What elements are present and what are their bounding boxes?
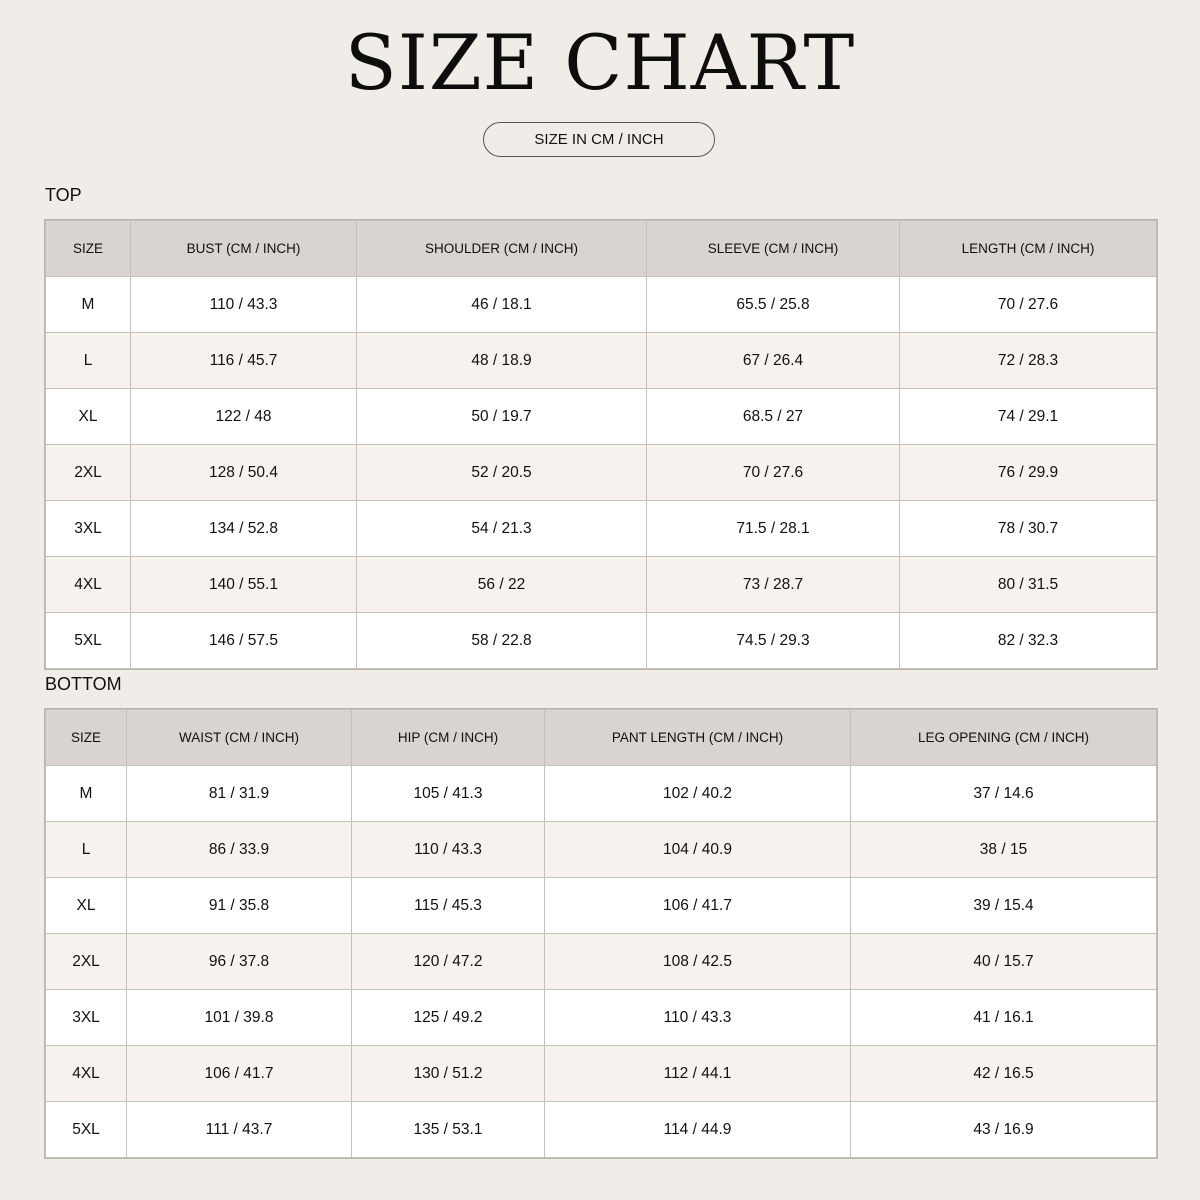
measurement-cell: 56 / 22 <box>357 557 647 613</box>
measurement-cell: 48 / 18.9 <box>357 333 647 389</box>
column-header: SHOULDER (CM / INCH) <box>357 221 647 277</box>
table-row <box>46 934 1157 990</box>
size-cell: 3XL <box>46 990 127 1046</box>
size-cell: 4XL <box>46 557 131 613</box>
measurement-cell: 110 / 43.3 <box>352 822 545 878</box>
measurement-cell: 71.5 / 28.1 <box>647 501 900 557</box>
measurement-cell: 134 / 52.8 <box>131 501 357 557</box>
measurement-cell: 111 / 43.7 <box>127 1102 352 1158</box>
table-header-row <box>46 710 1157 766</box>
table-row <box>46 277 1157 333</box>
bottom-size-table <box>45 709 1157 1158</box>
measurement-cell: 52 / 20.5 <box>357 445 647 501</box>
page-title: SIZE CHART <box>344 18 856 107</box>
table-row <box>46 1046 1157 1102</box>
measurement-cell: 110 / 43.3 <box>131 277 357 333</box>
size-cell: 5XL <box>46 613 131 669</box>
measurement-cell: 116 / 45.7 <box>131 333 357 389</box>
measurement-cell: 122 / 48 <box>131 389 357 445</box>
measurement-cell: 105 / 41.3 <box>352 766 545 822</box>
measurement-cell: 91 / 35.8 <box>127 878 352 934</box>
size-cell: L <box>46 333 131 389</box>
measurement-cell: 135 / 53.1 <box>352 1102 545 1158</box>
measurement-cell: 38 / 15 <box>851 822 1157 878</box>
measurement-cell: 74 / 29.1 <box>900 389 1157 445</box>
measurement-cell: 74.5 / 29.3 <box>647 613 900 669</box>
measurement-cell: 112 / 44.1 <box>545 1046 851 1102</box>
measurement-cell: 115 / 45.3 <box>352 878 545 934</box>
measurement-cell: 130 / 51.2 <box>352 1046 545 1102</box>
measurement-cell: 106 / 41.7 <box>127 1046 352 1102</box>
column-header: SIZE <box>46 221 131 277</box>
measurement-cell: 102 / 40.2 <box>545 766 851 822</box>
top-section-label: TOP <box>45 185 82 205</box>
measurement-cell: 96 / 37.8 <box>127 934 352 990</box>
table-row <box>46 766 1157 822</box>
measurement-cell: 65.5 / 25.8 <box>647 277 900 333</box>
size-cell: L <box>46 822 127 878</box>
measurement-cell: 40 / 15.7 <box>851 934 1157 990</box>
column-header: WAIST (CM / INCH) <box>127 710 352 766</box>
measurement-cell: 70 / 27.6 <box>900 277 1157 333</box>
column-header: LENGTH (CM / INCH) <box>900 221 1157 277</box>
measurement-cell: 78 / 30.7 <box>900 501 1157 557</box>
measurement-cell: 140 / 55.1 <box>131 557 357 613</box>
measurement-cell: 80 / 31.5 <box>900 557 1157 613</box>
measurement-cell: 81 / 31.9 <box>127 766 352 822</box>
measurement-cell: 120 / 47.2 <box>352 934 545 990</box>
table-row <box>46 878 1157 934</box>
column-header: SIZE <box>46 710 127 766</box>
table-header-row <box>46 221 1157 277</box>
measurement-cell: 41 / 16.1 <box>851 990 1157 1046</box>
table-row <box>46 501 1157 557</box>
bottom-section-label: BOTTOM <box>45 674 122 694</box>
top-size-table <box>45 220 1157 669</box>
measurement-cell: 76 / 29.9 <box>900 445 1157 501</box>
measurement-cell: 128 / 50.4 <box>131 445 357 501</box>
measurement-cell: 70 / 27.6 <box>647 445 900 501</box>
measurement-cell: 82 / 32.3 <box>900 613 1157 669</box>
size-cell: XL <box>46 389 131 445</box>
measurement-cell: 108 / 42.5 <box>545 934 851 990</box>
measurement-cell: 125 / 49.2 <box>352 990 545 1046</box>
measurement-cell: 42 / 16.5 <box>851 1046 1157 1102</box>
measurement-cell: 43 / 16.9 <box>851 1102 1157 1158</box>
measurement-cell: 73 / 28.7 <box>647 557 900 613</box>
measurement-cell: 50 / 19.7 <box>357 389 647 445</box>
table-row <box>46 389 1157 445</box>
size-cell: XL <box>46 878 127 934</box>
table-row <box>46 333 1157 389</box>
size-cell: 3XL <box>46 501 131 557</box>
size-cell: M <box>46 277 131 333</box>
measurement-cell: 106 / 41.7 <box>545 878 851 934</box>
measurement-cell: 54 / 21.3 <box>357 501 647 557</box>
measurement-cell: 86 / 33.9 <box>127 822 352 878</box>
measurement-cell: 72 / 28.3 <box>900 333 1157 389</box>
measurement-cell: 101 / 39.8 <box>127 990 352 1046</box>
table-row <box>46 990 1157 1046</box>
column-header: PANT LENGTH (CM / INCH) <box>545 710 851 766</box>
size-cell: 2XL <box>46 445 131 501</box>
measurement-cell: 37 / 14.6 <box>851 766 1157 822</box>
measurement-cell: 146 / 57.5 <box>131 613 357 669</box>
column-header: BUST (CM / INCH) <box>131 221 357 277</box>
column-header: SLEEVE (CM / INCH) <box>647 221 900 277</box>
table-row <box>46 1102 1157 1158</box>
measurement-cell: 114 / 44.9 <box>545 1102 851 1158</box>
measurement-cell: 68.5 / 27 <box>647 389 900 445</box>
size-cell: 4XL <box>46 1046 127 1102</box>
measurement-cell: 39 / 15.4 <box>851 878 1157 934</box>
table-row <box>46 822 1157 878</box>
column-header: LEG OPENING (CM / INCH) <box>851 710 1157 766</box>
table-row <box>46 613 1157 669</box>
size-cell: M <box>46 766 127 822</box>
column-header: HIP (CM / INCH) <box>352 710 545 766</box>
measurement-cell: 110 / 43.3 <box>545 990 851 1046</box>
measurement-cell: 104 / 40.9 <box>545 822 851 878</box>
unit-note-label: SIZE IN CM / INCH <box>534 131 664 148</box>
measurement-cell: 46 / 18.1 <box>357 277 647 333</box>
table-row <box>46 557 1157 613</box>
measurement-cell: 58 / 22.8 <box>357 613 647 669</box>
size-cell: 2XL <box>46 934 127 990</box>
size-cell: 5XL <box>46 1102 127 1158</box>
table-row <box>46 445 1157 501</box>
unit-note-badge <box>483 122 715 157</box>
measurement-cell: 67 / 26.4 <box>647 333 900 389</box>
